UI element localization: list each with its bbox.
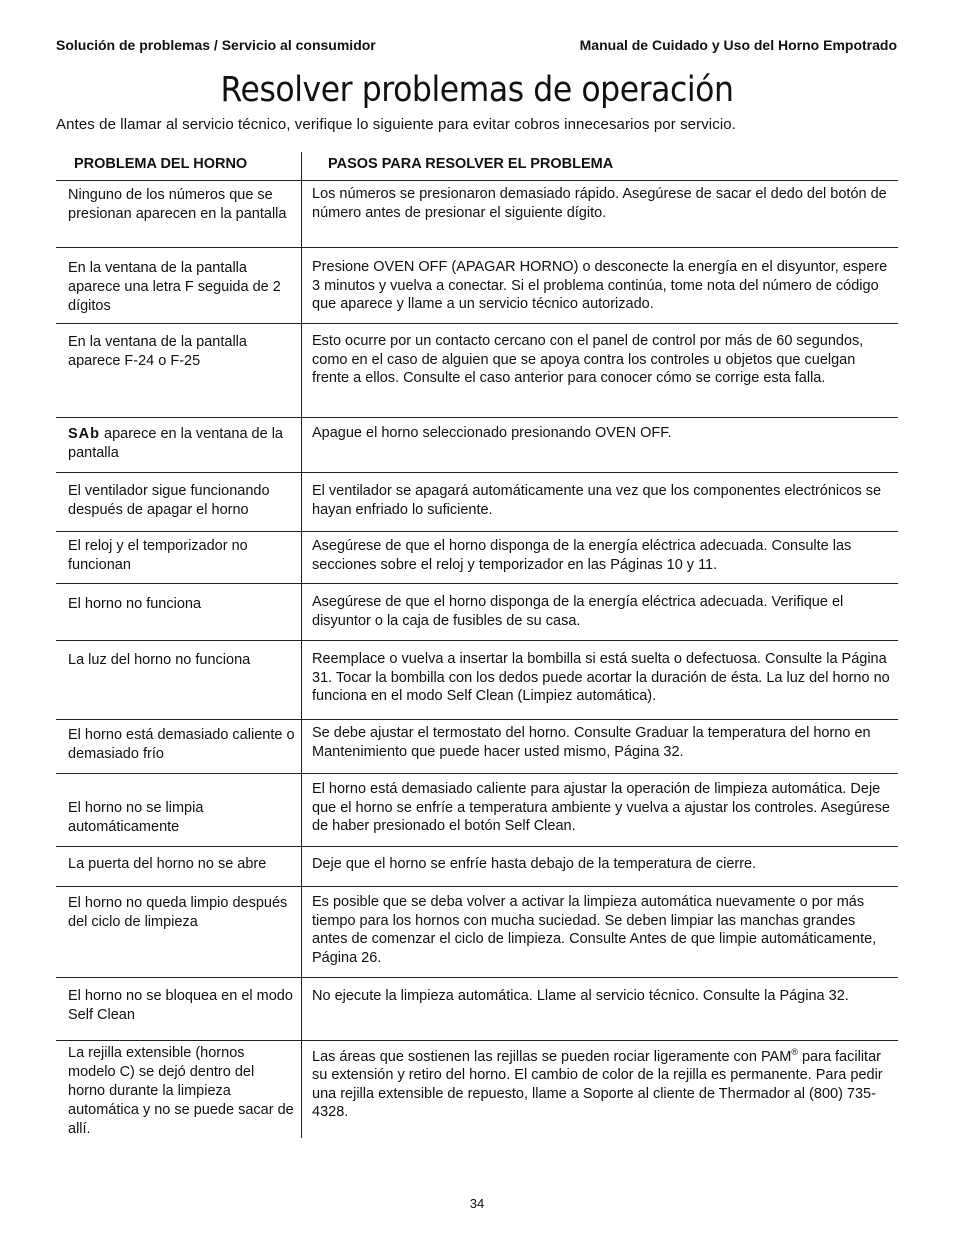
solution-text: Las áreas que sostienen las rejillas se pueden rociar ligeramente con PAM xyxy=(312,1048,792,1065)
problem-cell xyxy=(56,418,302,472)
solution-cell: Los números se presionaron demasiado rápido. Asegúrese de sacar el dedo del botón de número antes de presionar el siguiente dígito. xyxy=(312,186,887,221)
table-row xyxy=(56,248,898,324)
solution-cell: El ventilador se apagará automáticamente una vez que los componentes electrónicos se hayan enfriado lo suficiente. xyxy=(312,483,882,518)
solution-cell: Presione OVEN OFF (APAGAR HORNO) o desconecte la energía en el disyuntor, espere 3 minutos y vuelva a conectar. Si el problema continúa, tome nota del número de código que aparece y llame a un servicio técnico autorizado. xyxy=(312,259,888,312)
solution-cell: No ejecute la limpieza automática. Llame al servicio técnico. Consulte la Página 32. xyxy=(312,988,849,1004)
registered-mark: ® xyxy=(791,1047,798,1057)
page-title: Resolver problemas de operación xyxy=(220,70,734,110)
problem-cell: La puerta del horno no se abre xyxy=(56,847,302,886)
table-row xyxy=(56,181,898,248)
solution-cell: Esto ocurre por un contacto cercano con el panel de control por más de 60 segundos, como en el caso de alguien que se apoya contra los controles u objetos que cuelgan frente a ellos. Consulte el caso anterior para conocer cómo se corrige esta falla. xyxy=(312,333,864,386)
display-code: SAb xyxy=(68,426,100,442)
table-row xyxy=(56,887,898,978)
problem-text: aparece en la ventana de la pantalla xyxy=(68,426,283,461)
problem-cell: El reloj y el temporizador no funcionan xyxy=(56,532,302,583)
col-header-problem: PROBLEMA DEL HORNO xyxy=(56,152,302,180)
solution-cell: Es posible que se deba volver a activar la limpieza automática nuevamente o por más tiempo para los hornos con mucha suciedad. Se deben limpiar las manchas grandes antes de comenzar el ciclo de limpieza. Consulte Antes de que limpie automáticamente, Página 26. xyxy=(312,894,877,966)
problem-cell: El horno está demasiado caliente o demasiado frío xyxy=(56,720,302,773)
table-row xyxy=(56,774,898,847)
table-row xyxy=(56,1041,898,1138)
solution-cell: El horno está demasiado caliente para ajustar la operación de limpieza automática. Deje que el horno se enfríe a temperatura ambiente y vuelva a ajustar los controles. Asegúrese de haber presionado el botón Self Clean. xyxy=(312,781,890,834)
solution-cell: Asegúrese de que el horno disponga de la energía eléctrica adecuada. Consulte las secciones sobre el reloj y temporizador en las Páginas 10 y 11. xyxy=(312,538,852,573)
problem-cell: En la ventana de la pantalla aparece F-24 o F-25 xyxy=(56,324,302,417)
problem-cell: En la ventana de la pantalla aparece una letra F seguida de 2 dígitos xyxy=(56,248,302,323)
header-manual-title: Manual de Cuidado y Uso del Horno Empotrado xyxy=(579,37,897,53)
table-row xyxy=(56,641,898,720)
problem-cell: La luz del horno no funciona xyxy=(56,641,302,719)
col-header-steps: PASOS PARA RESOLVER EL PROBLEMA xyxy=(328,156,614,172)
solution-cell: Se debe ajustar el termostato del horno. Consulte Graduar la temperatura del horno en Mantenimiento que puede hacer usted mismo, Página 32. xyxy=(312,725,871,760)
problem-cell: El horno no se bloquea en el modo Self Clean xyxy=(56,978,302,1040)
table-row xyxy=(56,532,898,584)
problem-cell: El ventilador sigue funcionando después de apagar el horno xyxy=(56,473,302,531)
table-row xyxy=(56,584,898,641)
page-number: 34 xyxy=(469,1196,485,1211)
solution-cell: Apague el horno seleccionado presionando OVEN OFF. xyxy=(312,425,672,441)
solution-cell xyxy=(302,1041,898,1138)
solution-cell: Asegúrese de que el horno disponga de la energía eléctrica adecuada. Verifique el disyuntor o la caja de fusibles de su casa. xyxy=(312,594,844,629)
problem-cell: La rejilla extensible (hornos modelo C) se dejó dentro del horno durante la limpieza automática y no se puede sacar de allí. xyxy=(56,1041,302,1138)
solution-cell: Deje que el horno se enfríe hasta debajo de la temperatura de cierre. xyxy=(312,856,757,872)
problem-cell: El horno no queda limpio después del ciclo de limpieza xyxy=(56,887,302,977)
table-row xyxy=(56,473,898,532)
table-row xyxy=(56,978,898,1041)
intro-text: Antes de llamar al servicio técnico, verifique lo siguiente para evitar cobros innecesarios por servicio. xyxy=(56,116,736,133)
problem-cell: El horno no se limpia automáticamente xyxy=(56,774,302,846)
table-row xyxy=(56,324,898,418)
problem-cell: Ninguno de los números que se presionan aparecen en la pantalla xyxy=(56,181,302,247)
solution-cell: Reemplace o vuelva a insertar la bombilla si está suelta o defectuosa. Consulte la Página 31. Tocar la bombilla con los dedos puede acortar la duración de ésta. La luz del horno no funciona en el modo Self Clean (Limpiez automática). xyxy=(312,651,890,704)
problem-cell: El horno no funciona xyxy=(56,584,302,640)
header-section-title: Solución de problemas / Servicio al consumidor xyxy=(56,37,376,53)
troubleshooting-table xyxy=(56,152,898,1138)
table-row xyxy=(56,847,898,887)
solution-text: para facilitar su extensión y retiro del horno. El cambio de color de la rejilla es permanente. Para pedir una rejilla extensible de repuesto, llame a Soporte al cliente de Thermador al (800) 735-4328. xyxy=(312,1048,883,1121)
table-header xyxy=(56,152,898,181)
table-row xyxy=(56,720,898,774)
table-row xyxy=(56,418,898,473)
